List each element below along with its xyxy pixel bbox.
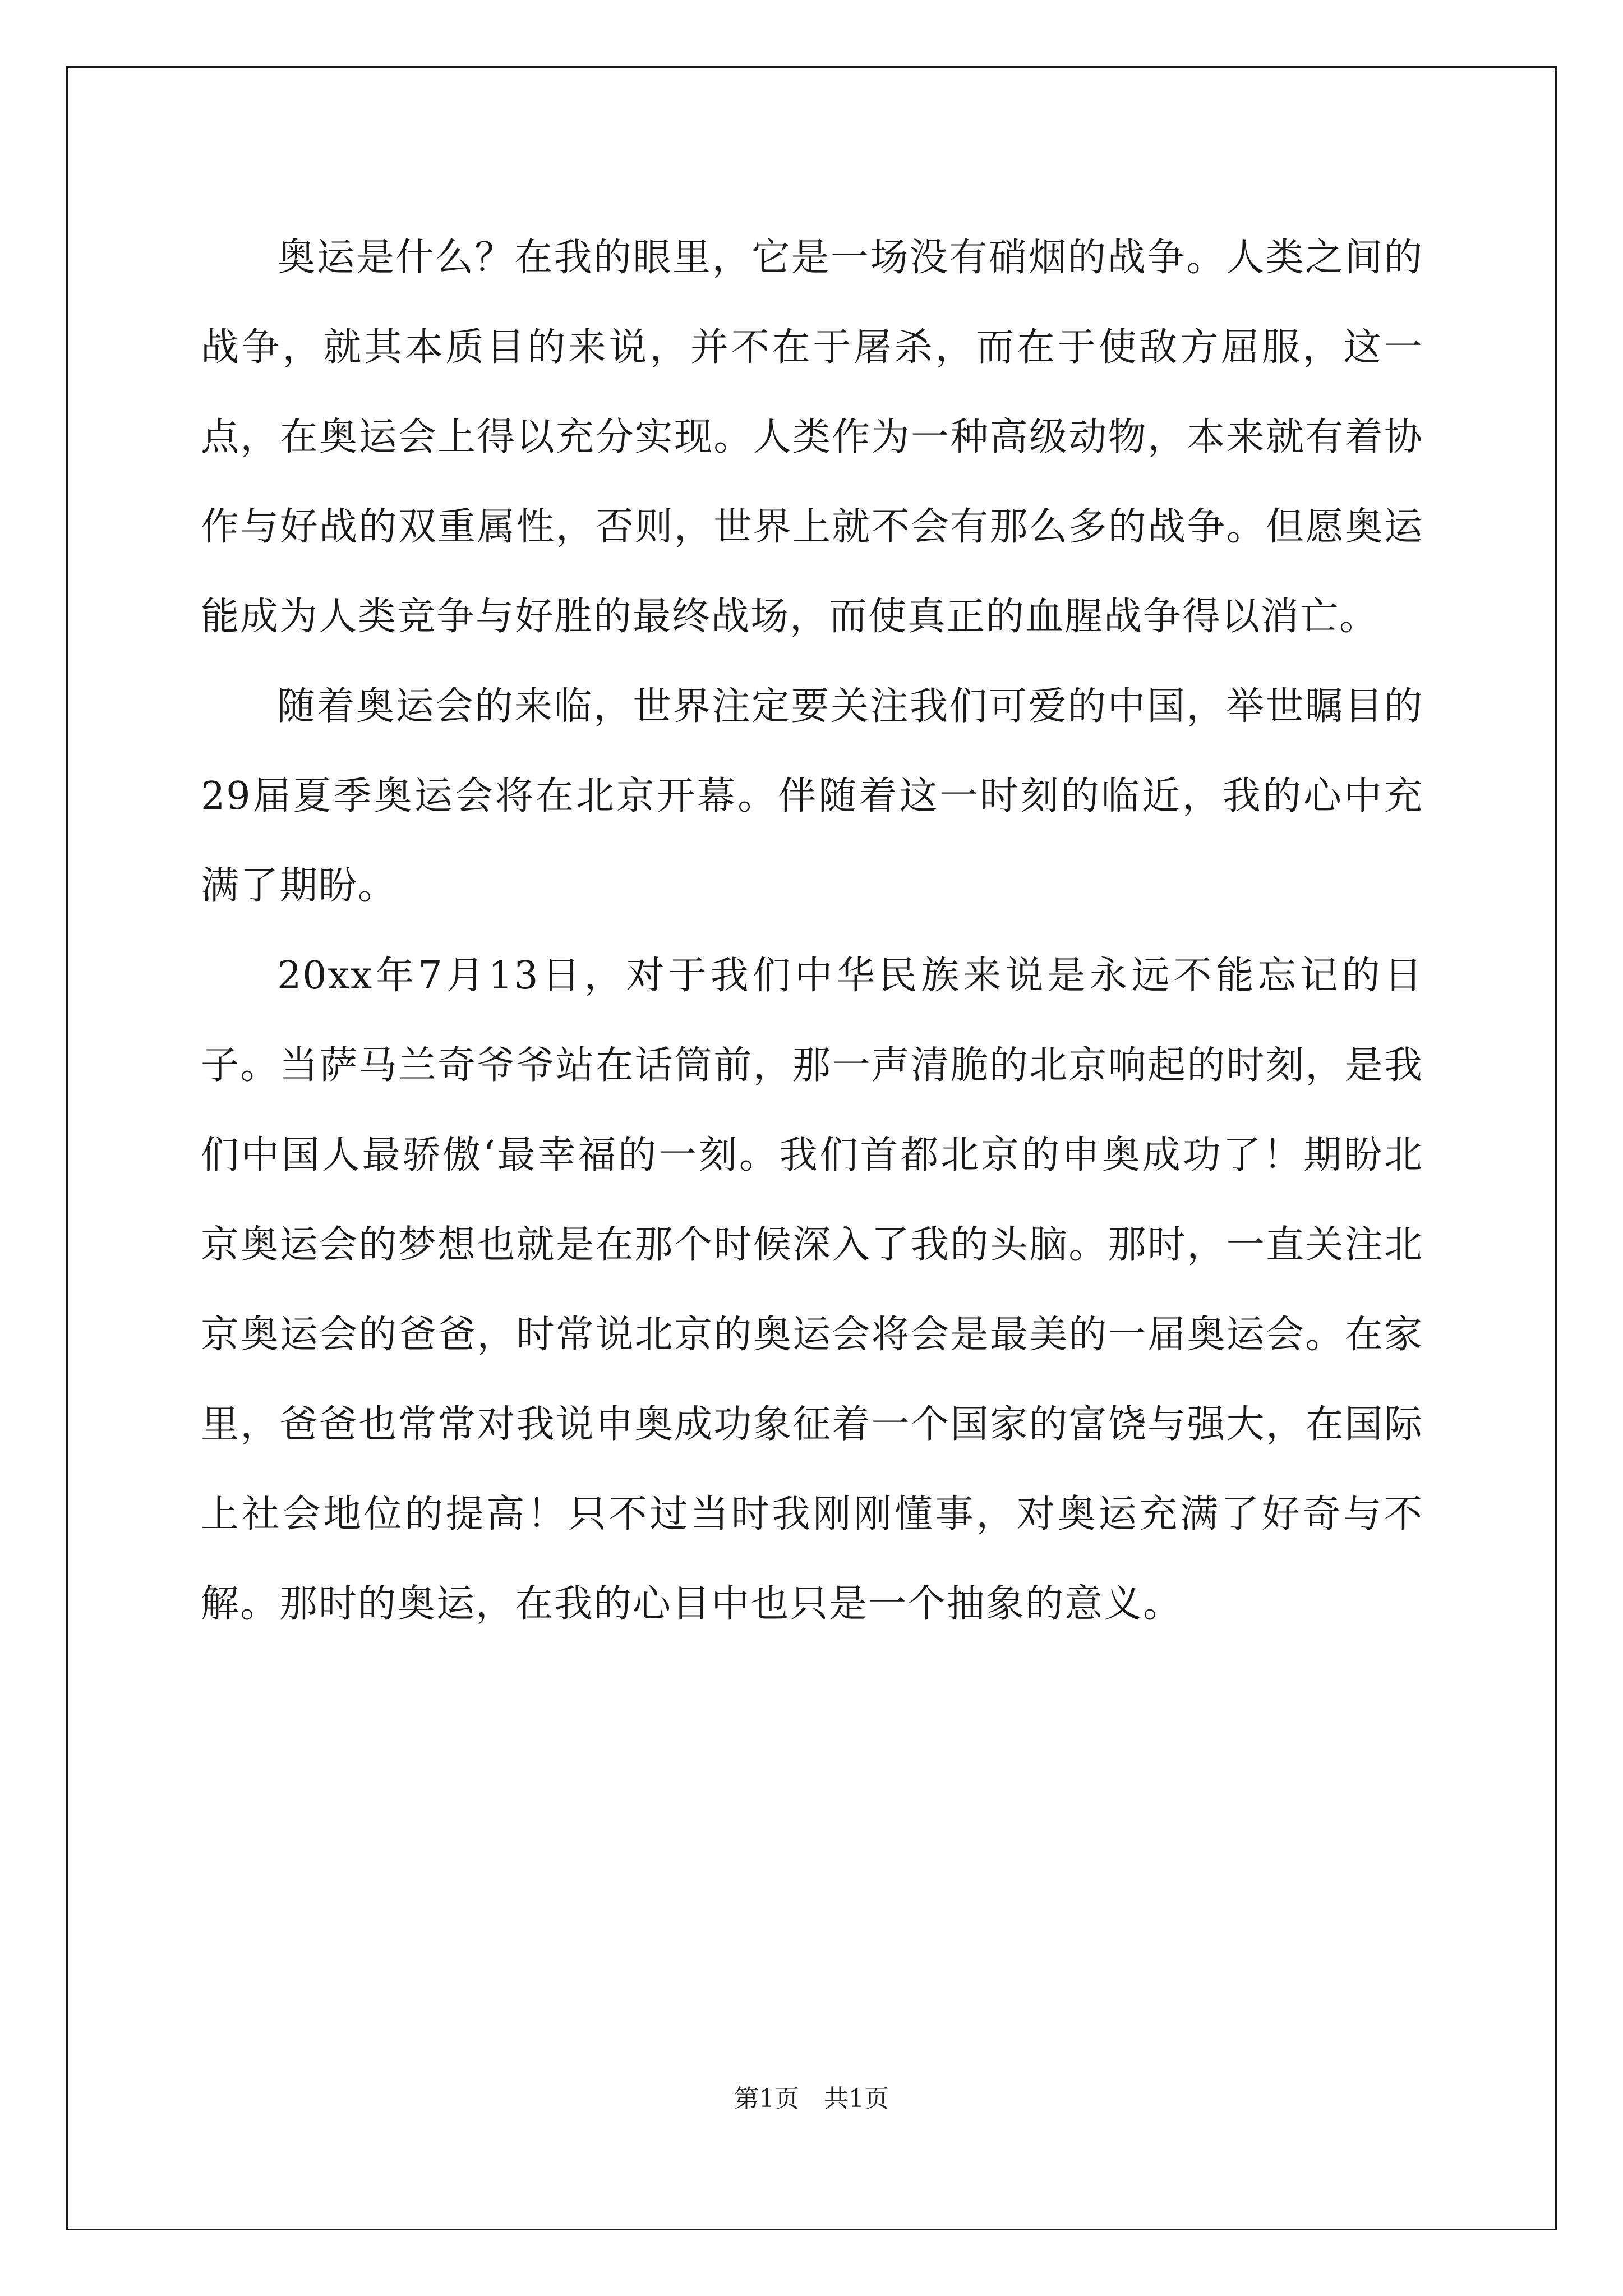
- document-body: [201, 213, 1423, 1649]
- paragraph-3: 20xx年7月13日，对于我们中华民族来说是永远不能忘记的日子。当萨马兰奇爷爷站在话筒前，那一声清脆的北京响起的时刻，是我们中国人最骄傲‘最幸福的一刻。我们首都北京的申奥成功了！期盼北京奥运会的梦想也就是在那个时候深入了我的头脑。那时，一直关注北京奥运会的爸爸，时常说北京的奥运会将会是最美的一届奥运会。在家里，爸爸也常常对我说申奥成功象征着一个国家的富饶与强大，在国际上社会地位的提高！只不过当时我刚刚懂事，对奥运充满了好奇与不解。那时的奥运，在我的心目中也只是一个抽象的意义。: [201, 954, 1423, 1626]
- paragraph-1: 奥运是什么？在我的眼里，它是一场没有硝烟的战争。人类之间的战争，就其本质目的来说，并不在于屠杀，而在于使敌方屈服，这一点，在奥运会上得以充分实现。人类作为一种高级动物，本来就有着协作与好战的双重属性，否则，世界上就不会有那么多的战争。但愿奥运能成为人类竞争与好胜的最终战场，而使真正的血腥战争得以消亡。: [201, 236, 1423, 639]
- paragraph-2: 随着奥运会的来临，世界注定要关注我们可爱的中国，举世瞩目的29届夏季奥运会将在北京开幕。伴随着这一时刻的临近，我的心中充满了期盼。: [201, 684, 1423, 908]
- page-footer: 第1页 共1页: [734, 2085, 889, 2113]
